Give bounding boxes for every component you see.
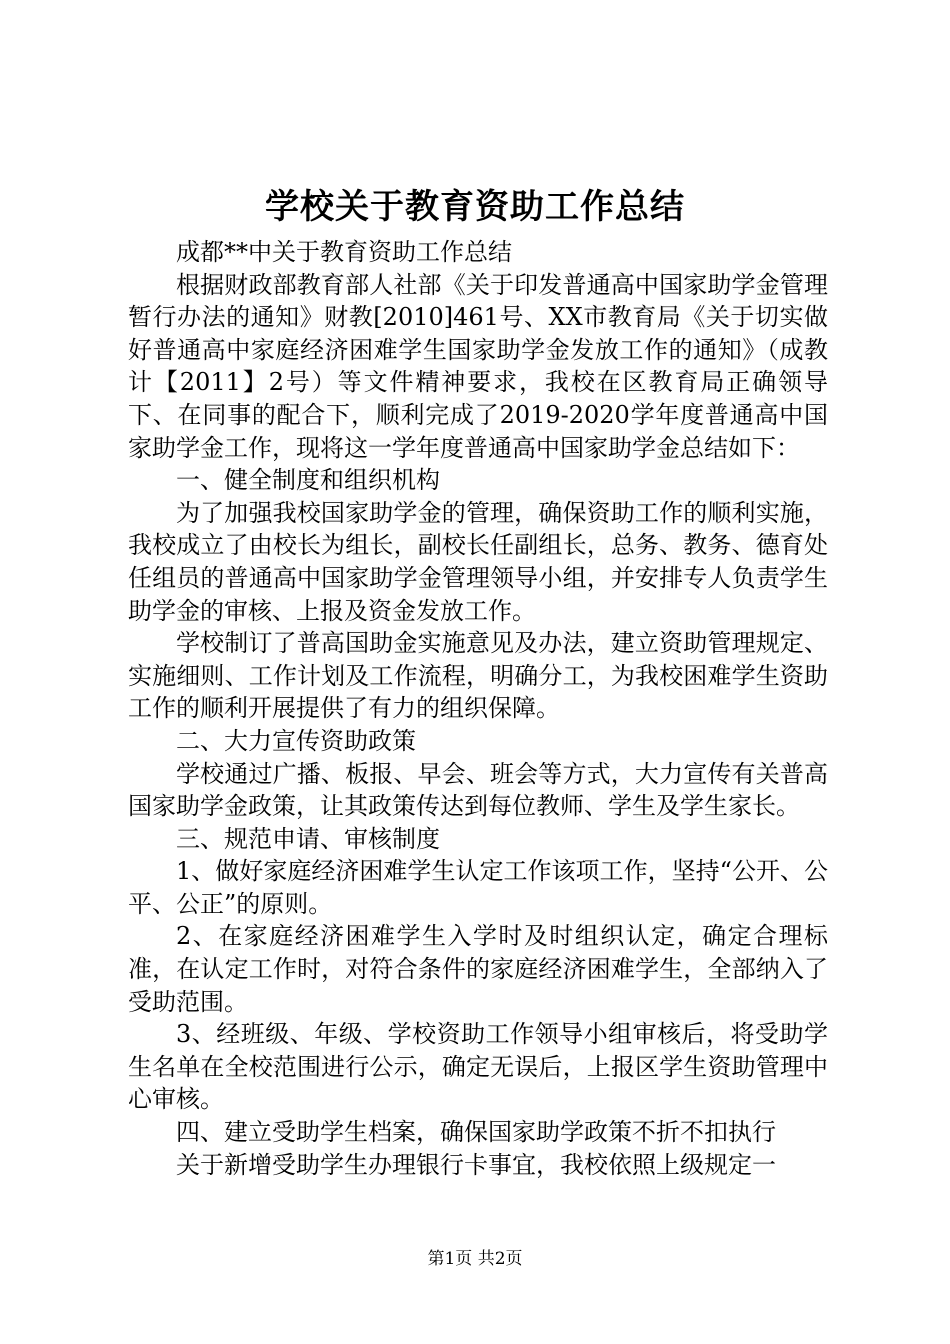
paragraph: 关于新增受助学生办理银行卡事宜，我校依照上级规定一 [176,1150,776,1179]
section-heading-3: 三、规范申请、审核制度 [176,824,440,853]
list-item: 2、在家庭经济困难学生入学时及时组织认定，确定合理标准，在认定工作时，对符合条件的家庭经济困难学生，全部纳入了受助范围。 [128,922,828,1016]
list-item: 3、经班级、年级、学校资助工作领导小组审核后，将受助学生名单在全校范围进行公示，确定无误后，上报区学生资助管理中心审核。 [128,1020,828,1114]
document-body [128,236,828,1181]
paragraph-subtitle: 成都**中关于教育资助工作总结 [176,238,512,266]
section-heading-2: 二、大力宣传资助政策 [176,726,416,755]
paragraph-intro: 根据财政部教育部人社部《关于印发普通高中国家助学金管理暂行办法的通知》财教[2010]461号、XX市教育局《关于切实做好普通高中家庭经济困难学生国家助学金发放工作的通知》（成教计【2011】2号）等文件精神要求，我校在区教育局正确领导下、在同事的配合下，顺利完成了2019-2020学年度普通高中国家助学金工作，现将这一学年度普通高中国家助学金总结如下： [128,270,828,462]
list-item: 1、做好家庭经济困难学生认定工作该项工作，坚持“公开、公平、公正”的原则。 [128,857,828,918]
paragraph: 为了加强我校国家助学金的管理，确保资助工作的顺利实施，我校成立了由校长为组长，副校长任副组长，总务、教务、德育处任组员的普通高中国家助学金管理领导小组，并安排专人负责学生助学金的审核、上报及资金发放工作。 [128,498,828,625]
section-heading-1: 一、健全制度和组织机构 [176,466,440,495]
page-footer: 第1页 共2页 [427,1249,523,1269]
paragraph: 学校通过广播、板报、早会、班会等方式，大力宣传有关普高国家助学金政策，让其政策传达到每位教师、学生及学生家长。 [128,759,828,821]
document-title: 学校关于教育资助工作总结 [265,187,685,227]
section-heading-4: 四、建立受助学生档案，确保国家助学政策不折不扣执行 [176,1118,776,1147]
paragraph: 学校制订了普高国助金实施意见及办法，建立资助管理规定、实施细则、工作计划及工作流程，明确分工，为我校困难学生资助工作的顺利开展提供了有力的组织保障。 [128,629,828,723]
